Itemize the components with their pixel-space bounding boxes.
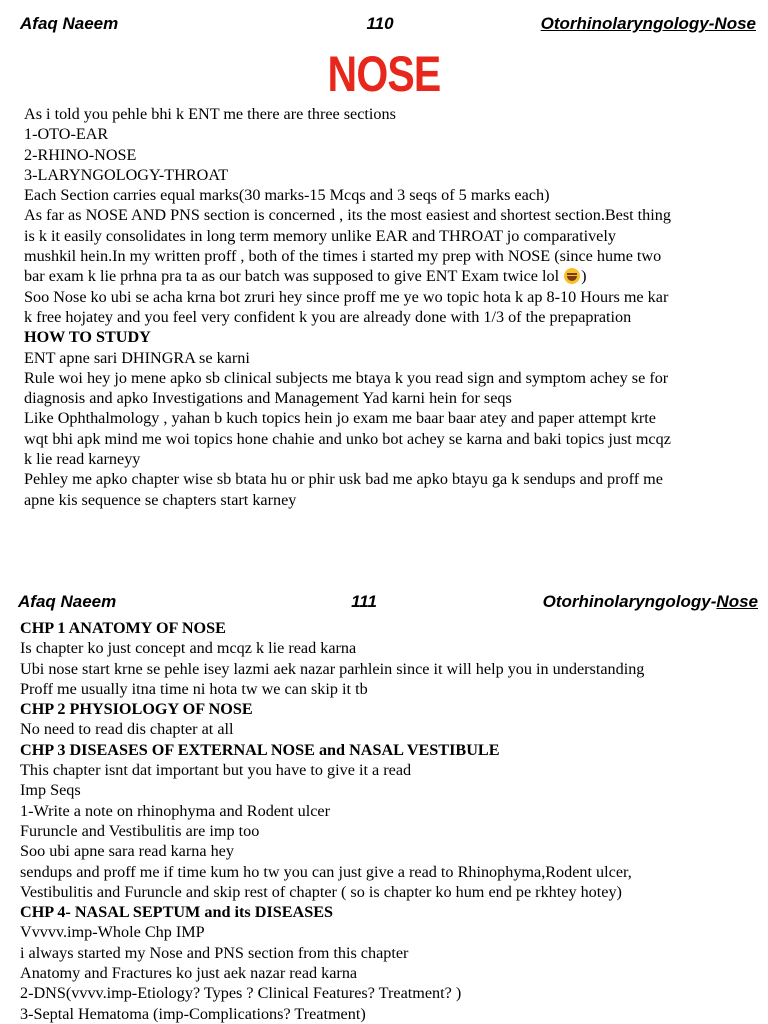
text-line [24, 124, 754, 144]
text-line [24, 469, 754, 489]
text-line [20, 638, 760, 658]
line-text: As far as NOSE AND PNS section is concerned , its the most easiest and shortest section.Best thing [24, 206, 671, 225]
text-line [24, 368, 754, 388]
line-text: As i told you pehle bhi k ENT me there are three sections [24, 105, 396, 123]
text-line [24, 165, 754, 185]
line-text: Imp Seqs [20, 781, 81, 800]
line-text: sendups and proff me if time kum ho tw you can just give a read to Rhinophyma,Rodent ulcer, [20, 862, 632, 881]
line-text: is k it easily consolidates in long term memory unlike EAR and THROAT jo comparatively [24, 226, 616, 245]
text-line [24, 449, 754, 469]
text-line [24, 429, 754, 449]
line-text: 1-OTO-EAR [24, 125, 109, 144]
line-text: CHP 4- NASAL SEPTUM and its DISEASES [20, 903, 334, 922]
line-text: k free hojatey and you feel very confident k you are already done with 1/3 of the prepapration [24, 307, 632, 326]
section-heading [20, 618, 760, 638]
line-text: Proff me usually itna time ni hota tw we can skip it tb [20, 679, 368, 698]
text-line [20, 841, 760, 861]
text-line [20, 983, 760, 1003]
text-line [24, 490, 754, 510]
text-line [24, 226, 754, 246]
line-text: mushkil hein.In my written proff , both of the times i started my prep with NOSE (since hume two [24, 247, 662, 266]
line-text: Rule woi hey jo mene apko sb clinical subjects me btaya k you read sign and symptom achey se for [24, 368, 669, 387]
text-line [20, 659, 760, 679]
text-line [24, 205, 754, 225]
line-text: 1-Write a note on rhinophyma and Rodent ulcer [20, 801, 330, 820]
page-111 [0, 588, 768, 1024]
text-line [20, 963, 760, 983]
line-text: Pehley me apko chapter wise sb btata hu or phir usk bad me apko btayu ga k sendups and proff me [24, 470, 663, 489]
text-line [24, 246, 754, 266]
text-line [20, 780, 760, 800]
page-header [0, 12, 768, 36]
line-text: wqt bhi apk mind me woi topics hone chahie and unko bot achey se karna and baki topics just mcqz [24, 429, 671, 448]
line-text: CHP 2 PHYSIOLOGY OF NOSE [20, 700, 253, 719]
line-text: Ubi nose start krne se pehle isey lazmi aek nazar parhlein since it will help you in understanding [20, 659, 645, 678]
text-line [20, 882, 760, 902]
text-line [20, 719, 760, 739]
text-line [24, 348, 754, 368]
line-text: 3-Septal Hematoma (imp-Complications? Treatment) [20, 1004, 366, 1023]
section-heading [20, 902, 760, 922]
line-text: Anatomy and Fractures ko just aek nazar read karna [20, 964, 358, 983]
text-line [20, 1004, 760, 1024]
line-text: k lie read karneyy [24, 450, 141, 469]
page-body [20, 618, 760, 1024]
line-text: CHP 3 DISEASES OF EXTERNAL NOSE and NASAL VESTIBULE [20, 740, 500, 759]
text-line [20, 821, 760, 841]
line-text: Vestibulitis and Furuncle and skip rest of chapter ( so is chapter ko hum end pe rkhtey hotey) [20, 882, 622, 901]
subject-title [543, 590, 758, 614]
section-heading [24, 327, 754, 347]
page-header [0, 590, 768, 614]
line-text: 2-DNS(vvvv.imp-Etiology? Types ? Clinical Features? Treatment? ) [20, 984, 462, 1003]
text-line [20, 862, 760, 882]
line-text: apne kis sequence se chapters start karney [24, 490, 297, 509]
line-text: diagnosis and apko Investigations and Management Yad karni hein for seqs [24, 389, 512, 408]
line-text: bar exam k lie prhna pra ta as our batch was supposed to give ENT Exam twice lol [24, 267, 560, 286]
line-text: This chapter isnt dat important but you have to give it a read [20, 761, 412, 780]
text-line [20, 943, 760, 963]
text-line [24, 287, 754, 307]
line-text: HOW TO STUDY [24, 328, 151, 347]
text-line [20, 679, 760, 699]
author-name: Afaq Naeem [20, 14, 119, 33]
line-text: i always started my Nose and PNS section from this chapter [20, 943, 409, 962]
line-text: 2-RHINO-NOSE [24, 145, 137, 164]
line-text: 3-LARYNGOLOGY-THROAT [24, 165, 229, 184]
text-line [24, 408, 754, 428]
line-text: Furuncle and Vestibulitis are imp too [20, 821, 260, 840]
line-text: Vvvvv.imp-Whole Chp IMP [20, 923, 205, 942]
text-line [24, 104, 754, 124]
line-text: Soo ubi apne sara read karna hey [20, 842, 234, 861]
text-line [24, 266, 754, 286]
text-line [24, 307, 754, 327]
line-text: Is chapter ko just concept and mcqz k lie read karna [20, 639, 357, 658]
line-text: Like Ophthalmology , yahan b kuch topics hein jo exam me baar baar atey and paper attempt krte [24, 409, 656, 428]
section-heading [20, 740, 760, 760]
text-line [20, 801, 760, 821]
text-line [24, 185, 754, 205]
author-name: Afaq Naeem [18, 592, 117, 611]
laughing-emoji-icon [564, 268, 580, 284]
line-text: Each Section carries equal marks(30 marks-15 Mcqs and 3 seqs of 5 marks each) [24, 186, 550, 205]
line-text: No need to read dis chapter at all [20, 720, 234, 739]
page-number: 110 [366, 14, 394, 33]
line-text: ENT apne sari DHINGRA se karni [24, 348, 250, 367]
subject-title: Otorhinolaryngology-Nose [540, 14, 756, 33]
section-heading [20, 699, 760, 719]
text-line [20, 760, 760, 780]
text-line [24, 145, 754, 165]
line-text: Soo Nose ko ubi se acha krna bot zruri hey since proff me ye wo topic hota k ap 8-10 Hours me kar [24, 287, 669, 306]
page-number: 111 [351, 592, 377, 611]
page-body [24, 104, 754, 510]
subject-prefix: Otorhinolaryngology- [542, 592, 717, 611]
section-title: NOSE [327, 46, 441, 102]
text-line [20, 922, 760, 942]
text-line [24, 388, 754, 408]
subject-underlined: Nose [716, 592, 758, 611]
line-text: CHP 1 ANATOMY OF NOSE [20, 619, 226, 637]
line-suffix: ) [581, 267, 587, 286]
